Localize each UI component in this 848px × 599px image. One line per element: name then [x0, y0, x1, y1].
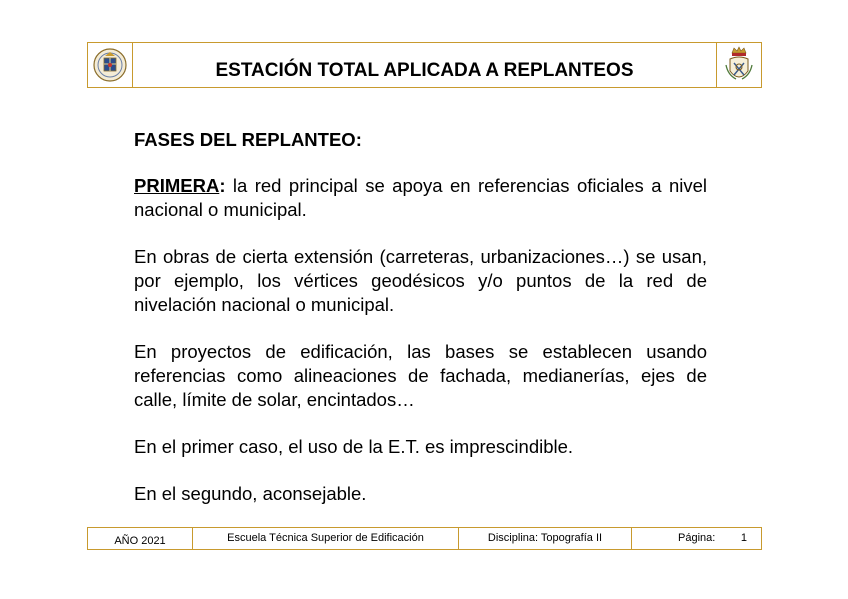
section-title: FASES DEL REPLANTEO:	[134, 129, 362, 150]
paragraph-edificacion: En proyectos de edificación, las bases se establecen usando referencias como alineaciones de fachada, medianerías, ejes de calle, límite de solar, encintados…	[134, 341, 707, 410]
university-seal-icon	[92, 46, 128, 84]
paragraph-text: la red principal se apoya en referencias oficiales a nivel nacional o municipal.	[134, 175, 707, 220]
page-label: Página:	[678, 531, 716, 544]
slide-content	[134, 128, 707, 529]
footer-page	[632, 528, 761, 549]
page-title: ESTACIÓN TOTAL APLICADA A REPLANTEOS	[215, 60, 634, 81]
page-number: 1	[740, 531, 747, 544]
lead-colon: :	[219, 175, 226, 196]
paragraph-primera	[134, 174, 707, 222]
left-logo-cell	[88, 43, 133, 87]
footer-subject: Disciplina: Topografía II	[459, 528, 632, 549]
slide-footer	[87, 527, 762, 550]
school-crest-icon	[722, 45, 756, 85]
footer-school: Escuela Técnica Superior de Edificación	[193, 528, 459, 549]
right-logo-cell	[716, 43, 761, 87]
paragraph-obras: En obras de cierta extensión (carreteras, urbanizaciones…) se usan, por ejemplo, los vértices geodésicos y/o puntos de la red de nivelación nacional o municipal.	[134, 246, 707, 315]
paragraph-primer-caso: En el primer caso, el uso de la E.T. es imprescindible.	[134, 436, 574, 457]
footer-year: AÑO 2021	[88, 528, 193, 549]
lead-word: PRIMERA	[134, 175, 220, 196]
slide-header	[87, 42, 762, 88]
paragraph-segundo: En el segundo, aconsejable.	[134, 483, 367, 504]
